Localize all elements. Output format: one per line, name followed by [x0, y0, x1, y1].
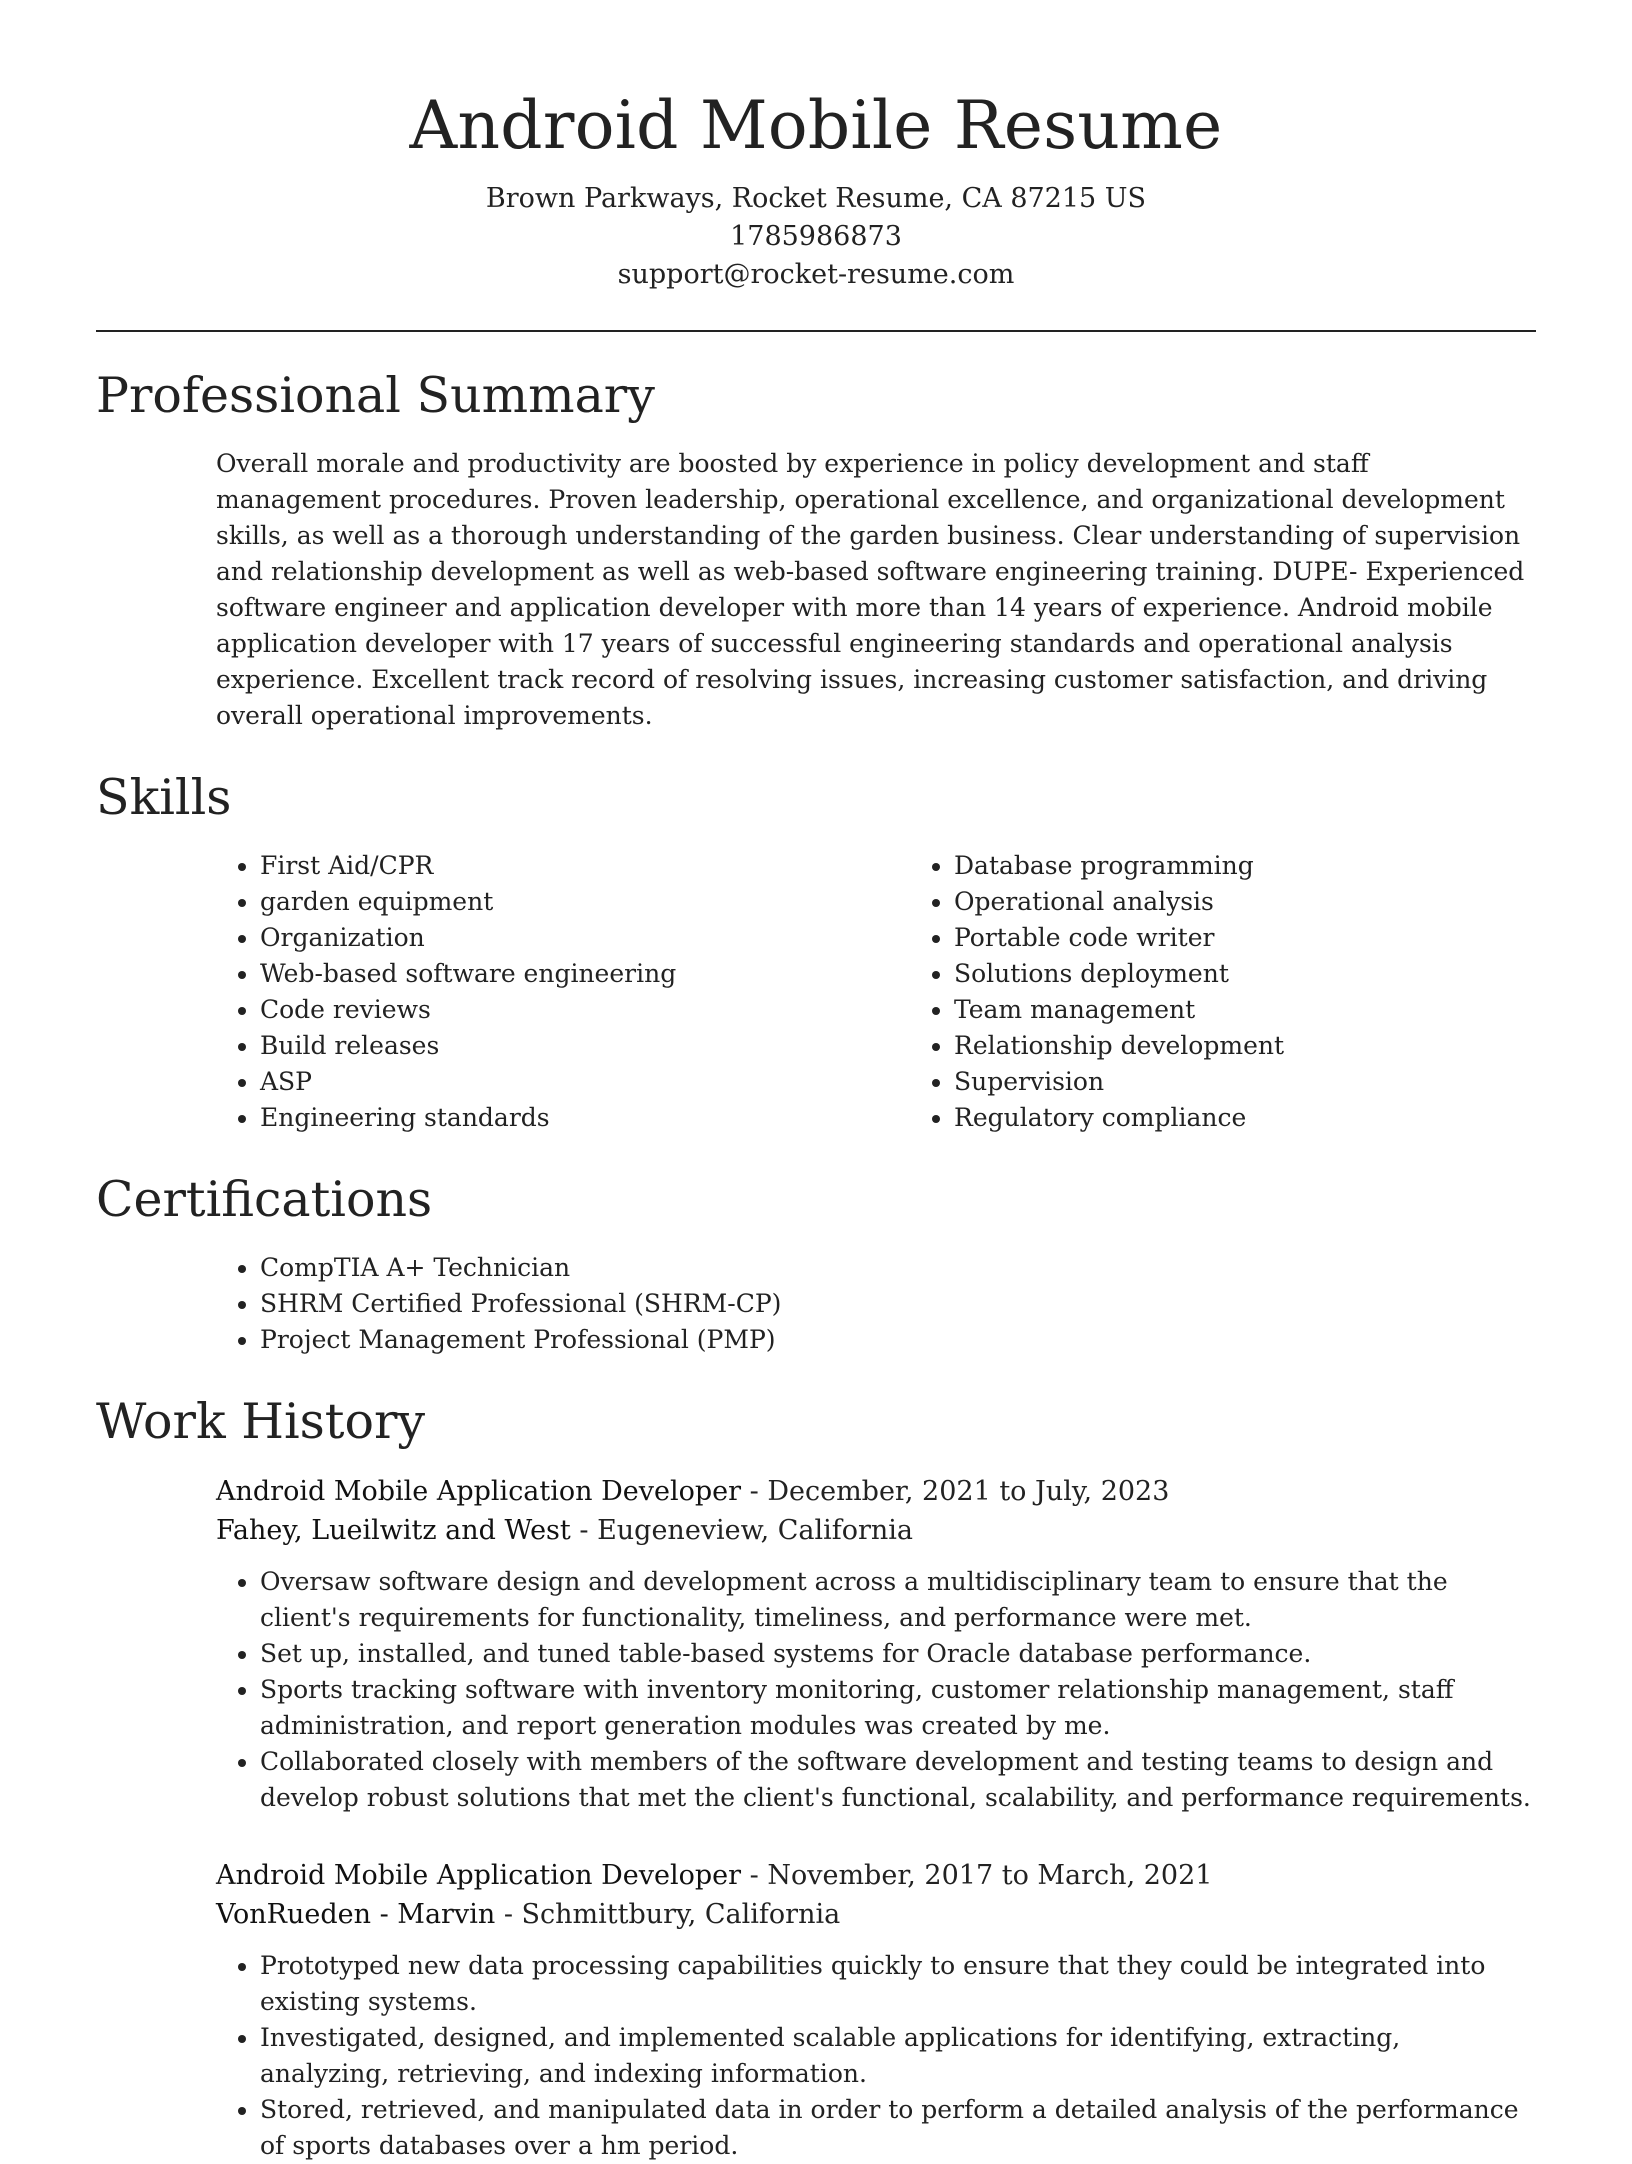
- job-location: Schmittbury, California: [521, 1899, 841, 1930]
- skill-item: • Build releases: [260, 1028, 910, 1064]
- summary-text: Overall morale and productivity are boosted by experience in policy development and staff management procedures. Proven leadership, operational excellence, and organizational development skills, as well as a thorough understanding of the garden business. Clear understanding of supervision and relationship development as well as web-based software engineering training. DUPE- Experienced software engineer and application developer with more than 14 years of experience. Android mobile application developer with 17 years of successful engineering standards and operational analysis experience. Excellent track record of resolving issues, increasing customer satisfaction, and driving overall operational improvements.: [216, 449, 1525, 730]
- email: support@rocket-resume.com: [617, 259, 1015, 290]
- certification-item: • SHRM Certified Professional (SHRM-CP): [260, 1286, 1536, 1322]
- phone: 1785986873: [730, 221, 902, 252]
- job-dates: December, 2021 to July, 2023: [767, 1476, 1170, 1507]
- job-bullets: [216, 1948, 1536, 2164]
- resume-header: [96, 0, 1536, 294]
- skill-item: • Team management: [954, 992, 1604, 1028]
- section-heading-summary: Professional Summary: [96, 367, 655, 424]
- job-company-line: [216, 1895, 1536, 1934]
- job-company-line: [216, 1511, 1536, 1550]
- skill-item: • Portable code writer: [954, 920, 1604, 956]
- job-title: Android Mobile Application Developer: [216, 1860, 742, 1891]
- skills-section: [96, 770, 1536, 1136]
- skill-item: • Solutions deployment: [954, 956, 1604, 992]
- job-entry: [96, 1856, 1536, 2164]
- skills-list-left: [216, 848, 910, 1136]
- skill-item: • Regulatory compliance: [954, 1100, 1604, 1136]
- professional-summary-section: [96, 368, 1536, 734]
- job-title-line: [216, 1856, 1536, 1895]
- job-title: Android Mobile Application Developer: [216, 1476, 742, 1507]
- job-bullet: • Set up, installed, and tuned table-based systems for Oracle database performance.: [260, 1636, 1536, 1672]
- certification-item: • Project Management Professional (PMP): [260, 1322, 1536, 1358]
- separator: -: [570, 1515, 598, 1546]
- skill-item: • Code reviews: [260, 992, 910, 1028]
- skill-item: • Operational analysis: [954, 884, 1604, 920]
- work-history-section: [96, 1394, 1536, 2164]
- skill-item: • garden equipment: [260, 884, 910, 920]
- address: Brown Parkways, Rocket Resume, CA 87215 US: [485, 183, 1147, 214]
- job-bullet: • Stored, retrieved, and manipulated data in order to perform a detailed analysis of the performance of sports databases over a hm period.: [260, 2092, 1536, 2164]
- job-bullet: • Investigated, designed, and implemented scalable applications for identifying, extracting, analyzing, retrieving, and indexing information.: [260, 2020, 1536, 2092]
- section-heading-skills: Skills: [96, 769, 232, 826]
- certification-item: • CompTIA A+ Technician: [260, 1250, 1536, 1286]
- certifications-list: [216, 1250, 1536, 1358]
- job-bullet: • Collaborated closely with members of the software development and testing teams to design and develop robust solutions that met the client's functional, scalability, and performance requirements.: [260, 1744, 1536, 1816]
- job-company: Fahey, Lueilwitz and West: [216, 1515, 571, 1546]
- skill-item: • Organization: [260, 920, 910, 956]
- section-heading-work-history: Work History: [96, 1393, 426, 1450]
- skill-item: • Web-based software engineering: [260, 956, 910, 992]
- job-title-line: [216, 1472, 1536, 1511]
- skill-item: • Relationship development: [954, 1028, 1604, 1064]
- skills-list-right: [910, 848, 1604, 1136]
- skill-item: • Supervision: [954, 1064, 1604, 1100]
- skill-item: • Database programming: [954, 848, 1604, 884]
- separator: -: [495, 1899, 522, 1930]
- skill-item: • First Aid/CPR: [260, 848, 910, 884]
- job-bullets: [216, 1564, 1536, 1816]
- job-bullet: • Oversaw software design and development across a multidisciplinary team to ensure that the client's requirements for functionality, timeliness, and performance were met.: [260, 1564, 1536, 1636]
- separator: -: [741, 1476, 768, 1507]
- separator: -: [741, 1860, 768, 1891]
- job-bullet: • Prototyped new data processing capabilities quickly to ensure that they could be integrated into existing systems.: [260, 1948, 1536, 2020]
- header-divider: [96, 330, 1536, 332]
- job-company: VonRueden - Marvin: [216, 1899, 496, 1930]
- skill-item: • ASP: [260, 1064, 910, 1100]
- section-heading-certifications: Certifications: [96, 1171, 433, 1228]
- job-dates: November, 2017 to March, 2021: [767, 1860, 1213, 1891]
- job-bullet: • Sports tracking software with inventory monitoring, customer relationship management, staff administration, and report generation modules was created by me.: [260, 1672, 1536, 1744]
- certifications-section: [96, 1172, 1536, 1358]
- contact-info: [96, 180, 1536, 294]
- job-entry: [96, 1472, 1536, 1816]
- resume-title: Android Mobile Resume: [409, 87, 1223, 164]
- skill-item: • Engineering standards: [260, 1100, 910, 1136]
- job-location: Eugeneview, California: [597, 1515, 914, 1546]
